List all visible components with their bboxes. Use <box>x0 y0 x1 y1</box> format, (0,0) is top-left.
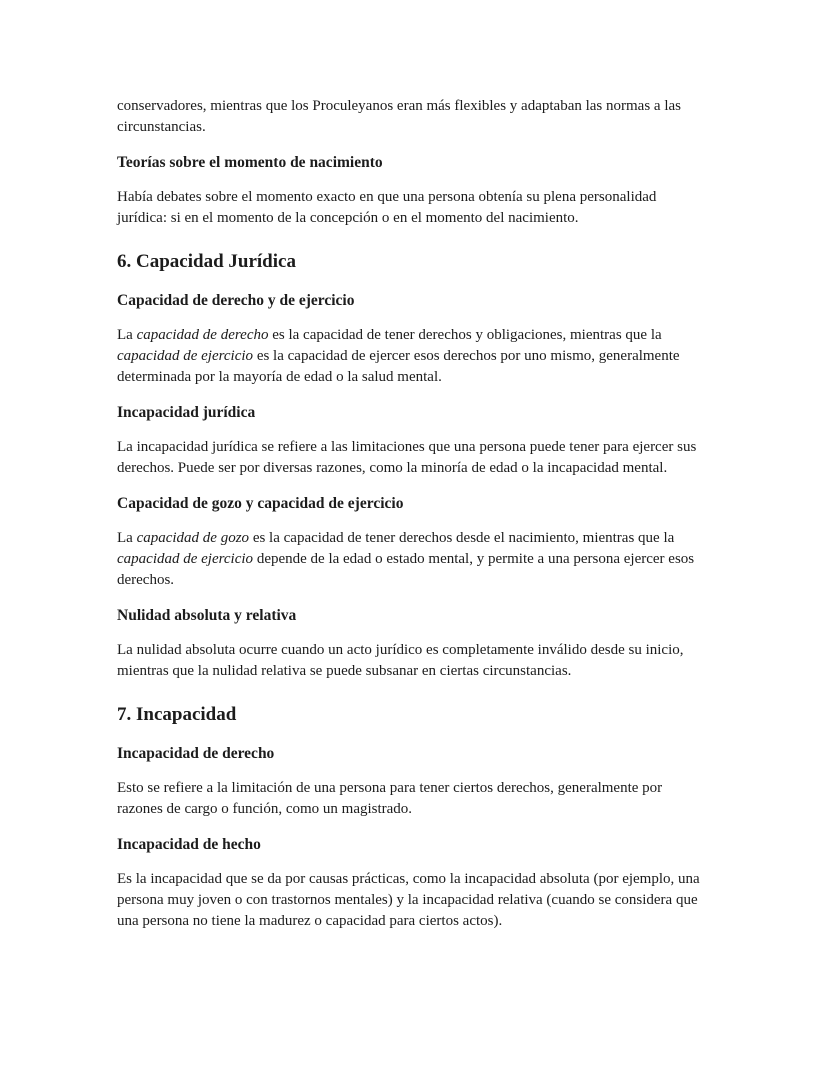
heading-teorias-nacimiento: Teorías sobre el momento de nacimiento <box>117 154 383 171</box>
paragraph-capacidad-derecho <box>117 325 710 388</box>
text-run: La <box>117 530 137 546</box>
text-run: es la capacidad de ejercer esos derechos por uno mismo, generalmente determinada por la mayoría de edad o la salud mental. <box>117 348 680 385</box>
italic-term-capacidad-de-ejercicio: capacidad de ejercicio <box>117 551 254 567</box>
text-run: es la capacidad de tener derechos y obligaciones, mientras que la <box>268 327 662 343</box>
section-heading-incapacidad: 7. Incapacidad <box>117 704 237 725</box>
italic-term-capacidad-de-gozo: capacidad de gozo <box>136 530 250 546</box>
paragraph-incapacidad-derecho: Esto se refiere a la limitación de una persona para tener ciertos derechos, generalmente por razones de cargo o función, como un magistrado. <box>117 780 663 817</box>
paragraph-proculeyanos: conservadores, mientras que los Proculeyanos eran más flexibles y adaptaban las normas a las circunstancias. <box>117 98 681 135</box>
text-run: depende de la edad o estado mental, y permite a una persona ejercer esos derechos. <box>117 551 695 588</box>
heading-capacidad-derecho-ejercicio: Capacidad de derecho y de ejercicio <box>117 292 355 309</box>
heading-incapacidad-hecho: Incapacidad de hecho <box>117 836 261 853</box>
paragraph-nulidad: La nulidad absoluta ocurre cuando un acto jurídico es completamente inválido desde su inicio, mientras que la nulidad relativa se puede subsanar en ciertas circunstancias. <box>117 642 684 679</box>
heading-incapacidad-derecho: Incapacidad de derecho <box>117 745 275 762</box>
italic-term-capacidad-de-ejercicio: capacidad de ejercicio <box>117 348 254 364</box>
paragraph-capacidad-gozo <box>117 528 710 591</box>
heading-capacidad-gozo: Capacidad de gozo y capacidad de ejercicio <box>117 495 404 512</box>
section-heading-capacidad-juridica: 6. Capacidad Jurídica <box>117 251 296 272</box>
paragraph-incapacidad-juridica: La incapacidad jurídica se refiere a las limitaciones que una persona puede tener para ejercer sus derechos. Puede ser por diversas razones, como la minoría de edad o la incapacidad mental. <box>117 439 697 476</box>
heading-nulidad: Nulidad absoluta y relativa <box>117 607 297 624</box>
paragraph-incapacidad-hecho: Es la incapacidad que se da por causas prácticas, como la incapacidad absoluta (por ejemplo, una persona muy joven o con trastornos mentales) y la incapacidad relativa (cuando se considera que una persona no tiene la madurez o capacidad para ciertos actos). <box>117 871 700 929</box>
text-run: La <box>117 327 137 343</box>
text-run: es la capacidad de tener derechos desde el nacimiento, mientras que la <box>249 530 675 546</box>
italic-term-capacidad-de-derecho: capacidad de derecho <box>136 327 269 343</box>
paragraph-debates-nacimiento: Había debates sobre el momento exacto en que una persona obtenía su plena personalidad jurídica: si en el momento de la concepción o en el momento del nacimiento. <box>117 189 657 226</box>
heading-incapacidad-juridica: Incapacidad jurídica <box>117 404 256 421</box>
